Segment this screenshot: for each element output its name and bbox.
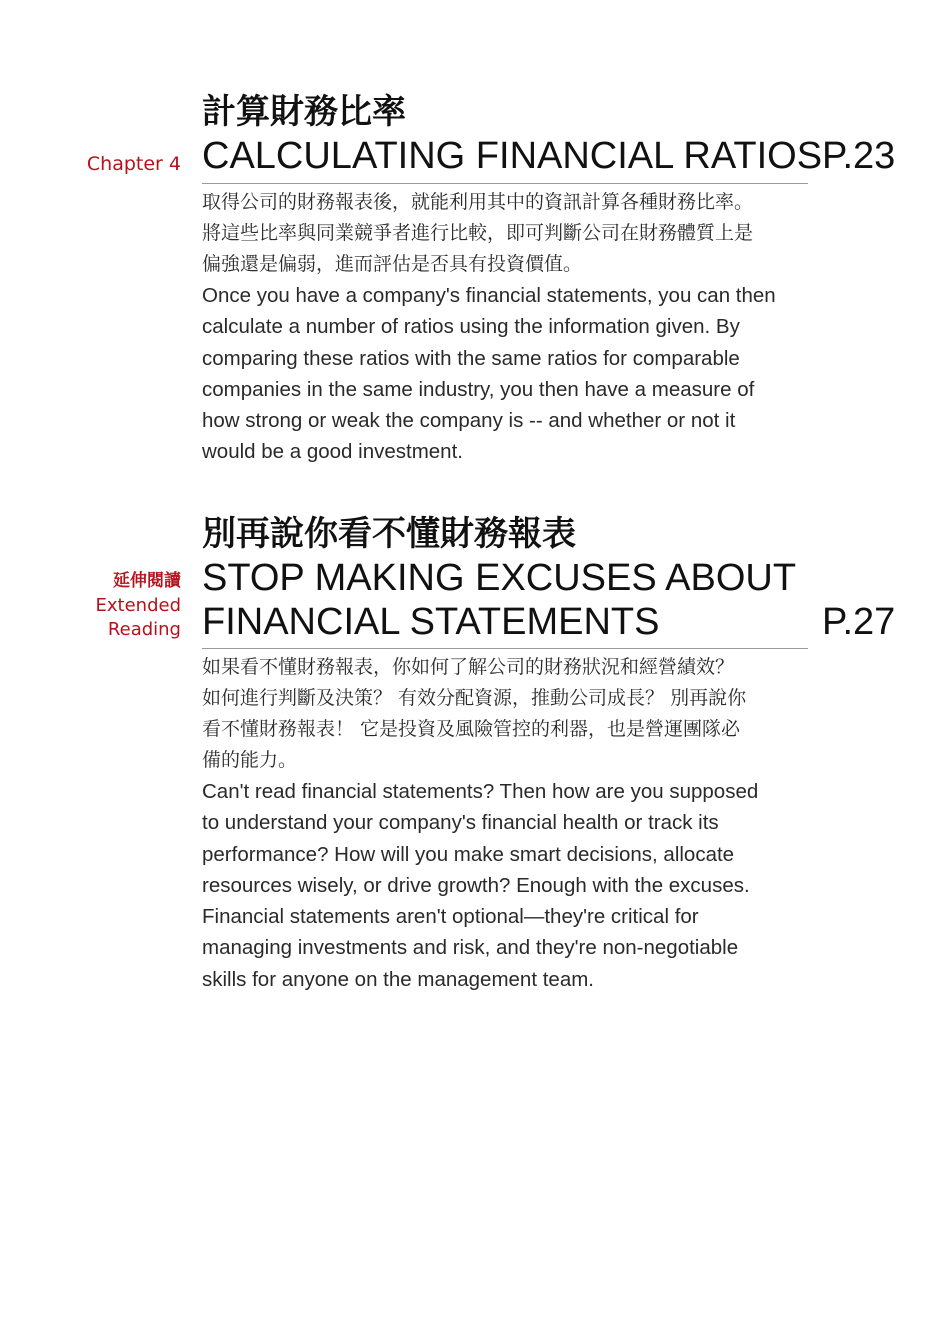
description-zh-line: 如何進行判斷及決策？ 有效分配資源，推動公司成長？ 別再說你 bbox=[202, 687, 747, 709]
extended-reading-label-en: Extended bbox=[95, 594, 181, 616]
description-en-line: performance? How will you make smart decisions, allocate bbox=[202, 842, 735, 866]
extended-reading-divider bbox=[202, 648, 808, 649]
extended-reading-label-zh: 延伸閱讀 bbox=[113, 571, 181, 591]
chapter-divider bbox=[202, 183, 808, 184]
chapter-label bbox=[87, 152, 181, 176]
chapter-title-block bbox=[202, 90, 823, 178]
chapter-description-zh bbox=[202, 187, 808, 280]
extended-reading-title-block bbox=[202, 512, 808, 644]
chapter-title-en: CALCULATING FINANCIAL RATIOS bbox=[202, 135, 823, 177]
description-en-line: to understand your company's financial health or track its bbox=[202, 811, 719, 835]
description-zh-line: 偏強還是偏弱，進而評估是否具有投資價值。 bbox=[202, 253, 583, 275]
description-en-line: calculate a number of ratios using the information given. By bbox=[202, 315, 740, 339]
description-zh-line: 如果看不懂財務報表，你如何了解公司的財務狀況和經營績效？ bbox=[202, 656, 735, 678]
extended-reading-description bbox=[202, 652, 808, 995]
extended-reading-title-en: FINANCIAL STATEMENTS bbox=[202, 601, 660, 643]
description-en-line: resources wisely, or drive growth? Enough with the excuses. bbox=[202, 873, 750, 897]
extended-reading-title-zh: 別再說你看不懂財務報表 bbox=[202, 514, 576, 554]
description-en-line: how strong or weak the company is -- and whether or not it bbox=[202, 409, 736, 433]
description-en-line: Once you have a company's financial statements, you can then bbox=[202, 284, 776, 307]
chapter-page-ref: P.23 bbox=[822, 135, 896, 177]
description-zh-line: 將這些比率與同業競爭者進行比較，即可判斷公司在財務體質上是 bbox=[202, 222, 754, 244]
description-zh-line: 取得公司的財務報表後，就能利用其中的資訊計算各種財務比率。 bbox=[202, 191, 754, 213]
chapter-description bbox=[202, 187, 808, 468]
extended-reading-description-en bbox=[202, 776, 808, 995]
description-en-line: skills for anyone on the management team. bbox=[202, 967, 594, 991]
extended-reading-label-en: Reading bbox=[107, 619, 181, 640]
chapter-title-zh: 計算財務比率 bbox=[202, 92, 406, 132]
chapter-description-en bbox=[202, 280, 808, 468]
description-en-line: Can't read financial statements? Then how are you supposed bbox=[202, 780, 759, 803]
extended-reading-page-ref: P.27 bbox=[822, 601, 896, 643]
description-en-line: companies in the same industry, you then have a measure of bbox=[202, 377, 755, 401]
description-en-line: comparing these ratios with the same ratios for comparable bbox=[202, 346, 740, 370]
extended-reading-description-zh bbox=[202, 652, 808, 776]
extended-reading-label bbox=[96, 569, 182, 643]
description-en-line: managing investments and risk, and they're non-negotiable bbox=[202, 936, 739, 960]
chapter-label-line: Chapter 4 bbox=[86, 153, 181, 175]
description-zh-line: 備的能力。 bbox=[202, 749, 298, 771]
description-en-line: Financial statements aren't optional—they're critical for bbox=[202, 905, 699, 929]
description-en-line: would be a good investment. bbox=[202, 440, 463, 464]
description-zh-line: 看不懂財務報表！ 它是投資及風險管控的利器，也是營運團隊必 bbox=[202, 718, 741, 740]
extended-reading-title-en: STOP MAKING EXCUSES ABOUT bbox=[202, 557, 797, 599]
